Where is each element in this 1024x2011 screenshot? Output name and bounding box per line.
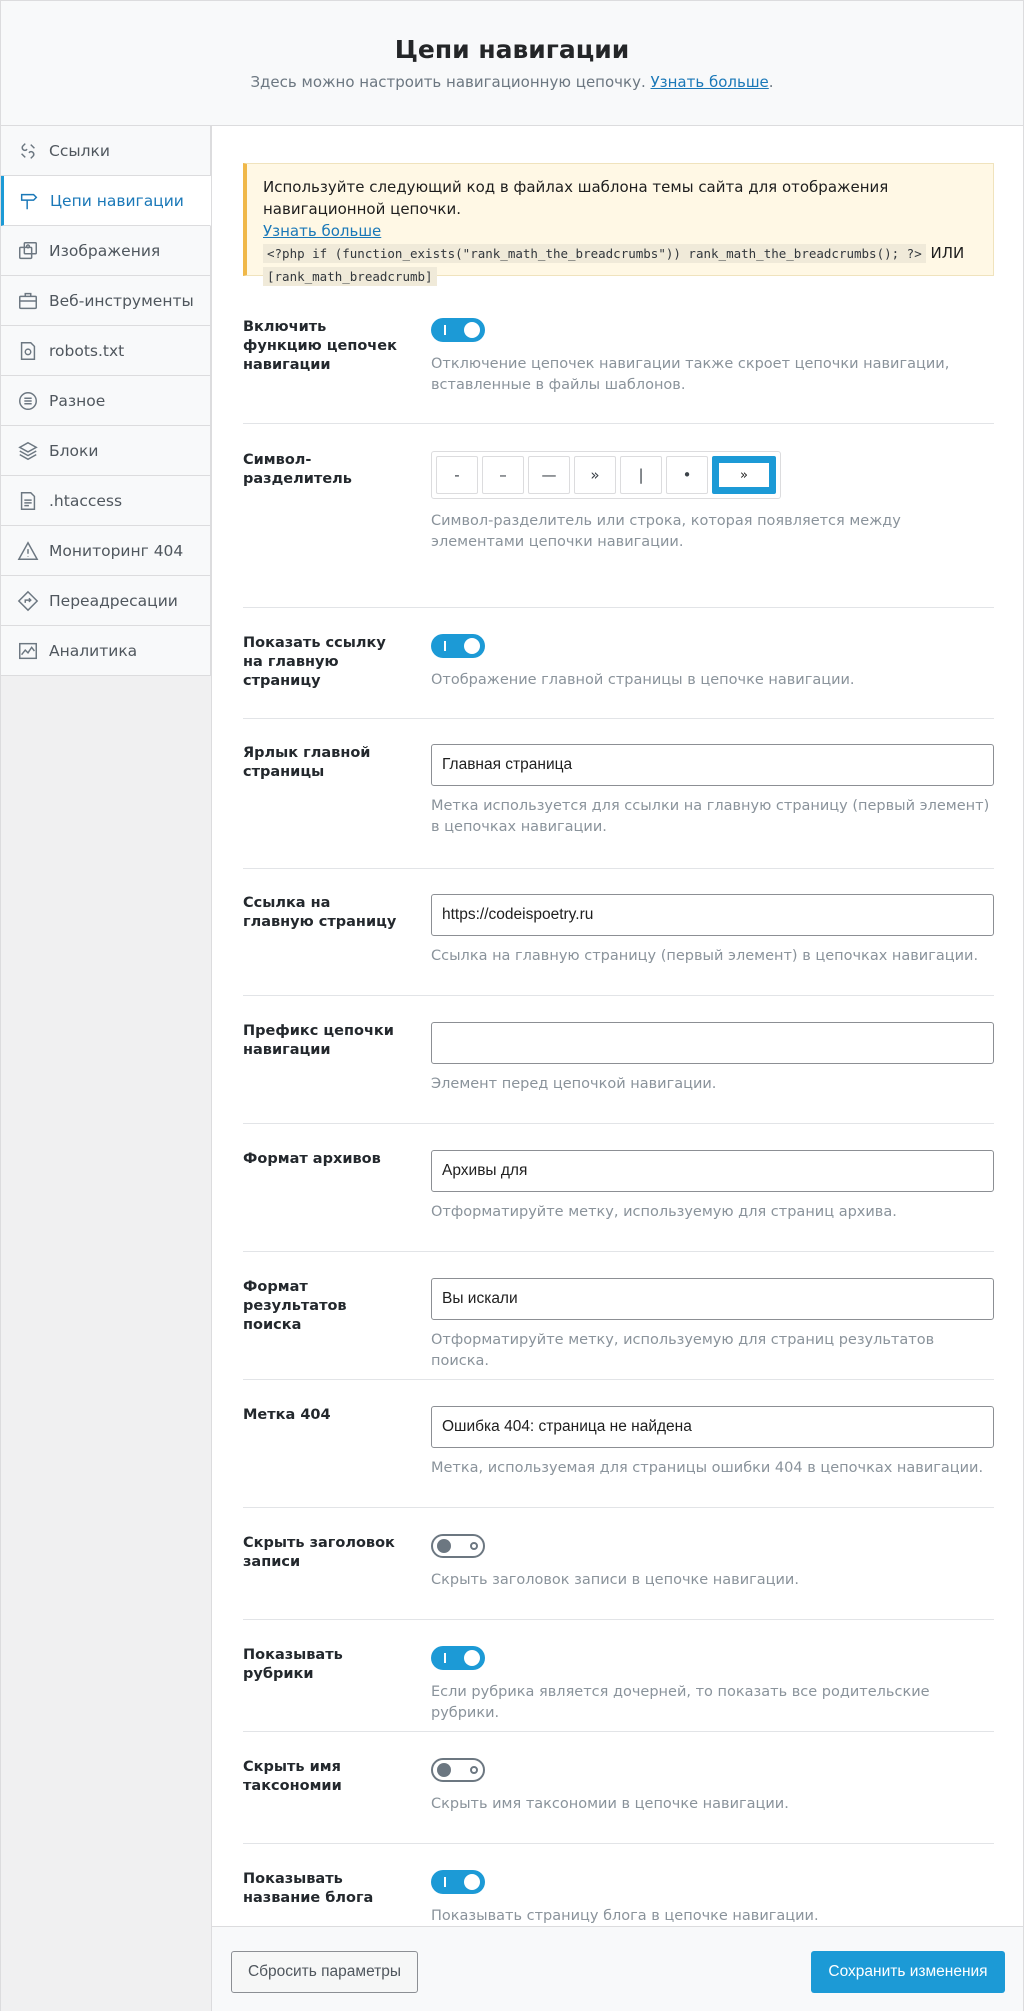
sidebar-item-misc[interactable] bbox=[1, 376, 211, 426]
setting-label: Формат архивов bbox=[243, 1151, 381, 1167]
sidebar-item-analytics[interactable] bbox=[1, 626, 211, 676]
setting-description: Отформатируйте метку, используемую для страниц результатов поиска. bbox=[431, 1332, 935, 1369]
setting-label: Ссылка на главную страницу bbox=[243, 895, 397, 930]
setting-hide-taxonomy bbox=[243, 1733, 994, 1844]
notice-learn-more-link[interactable]: Узнать больше bbox=[263, 222, 382, 240]
redirect-icon bbox=[17, 590, 39, 612]
subtitle-text: Здесь можно настроить навигационную цепочку. bbox=[250, 73, 646, 91]
setting-description: Скрыть заголовок записи в цепочке навигации. bbox=[431, 1572, 799, 1588]
sidebar-item-label: Разное bbox=[49, 391, 106, 410]
sidebar-item-redirections[interactable] bbox=[1, 576, 211, 626]
page-header bbox=[1, 1, 1023, 126]
setting-archive-format bbox=[243, 1125, 994, 1252]
sidebar-item-blocks[interactable] bbox=[1, 426, 211, 476]
home-link-input[interactable] bbox=[431, 894, 994, 936]
warning-icon bbox=[17, 540, 39, 562]
settings-panel bbox=[212, 126, 1023, 1926]
setting-description: Отформатируйте метку, используемую для страниц архива. bbox=[431, 1204, 897, 1220]
breadcrumb-prefix-input[interactable] bbox=[431, 1022, 994, 1064]
toolbox-icon bbox=[17, 290, 39, 312]
setting-separator bbox=[243, 451, 994, 608]
sidebar-item-links[interactable] bbox=[1, 126, 211, 176]
setting-description: Символ-разделитель или строка, которая появляется между элементами цепочки навигации. bbox=[431, 513, 901, 550]
show-blog-toggle[interactable] bbox=[431, 1870, 485, 1894]
sidebar-item-label: Блоки bbox=[49, 441, 99, 460]
enable-breadcrumbs-toggle[interactable] bbox=[431, 318, 485, 342]
separator-options bbox=[431, 451, 781, 499]
sidebar-item-images[interactable] bbox=[1, 226, 211, 276]
setting-404-label bbox=[243, 1381, 994, 1508]
setting-description: Ссылка на главную страницу (первый элемент) в цепочках навигации. bbox=[431, 948, 979, 964]
separator-option-pipe[interactable]: | bbox=[620, 456, 662, 494]
usage-notice bbox=[243, 163, 994, 284]
notice-php-code: <?php if (function_exists("rank_math_the_breadcrumbs")) rank_math_the_breadcrumbs(); ?> bbox=[263, 244, 926, 263]
setting-label: Формат результатов поиска bbox=[243, 1279, 347, 1333]
notice-text: Используйте следующий код в файлах шаблона темы сайта для отображения навигационной цепочки. bbox=[263, 178, 889, 218]
setting-label: Скрыть заголовок записи bbox=[243, 1535, 395, 1570]
setting-label: Метка 404 bbox=[243, 1407, 331, 1423]
sidebar-item-label: Переадресации bbox=[49, 591, 178, 610]
setting-description: Если рубрика является дочерней, то показать все родительские рубрики. bbox=[431, 1684, 930, 1721]
setting-description: Отключение цепочек навигации также скроет цепочки навигации, вставленные в файлы шаблонов. bbox=[431, 356, 950, 393]
setting-label: Показать ссылку на главную страницу bbox=[243, 635, 386, 689]
separator-option-em-dash[interactable]: — bbox=[528, 456, 570, 494]
setting-description: Метка, используемая для страницы ошибки 404 в цепочках навигации. bbox=[431, 1460, 984, 1476]
images-icon bbox=[17, 240, 39, 262]
setting-label: Префикс цепочки навигации bbox=[243, 1023, 394, 1058]
show-categories-toggle[interactable] bbox=[431, 1646, 485, 1670]
setting-label: Скрыть имя таксономии bbox=[243, 1759, 342, 1794]
subtitle-period: . bbox=[768, 73, 774, 91]
separator-custom-value[interactable]: » bbox=[719, 463, 769, 487]
home-label-input[interactable] bbox=[431, 744, 994, 786]
setting-description: Скрыть имя таксономии в цепочке навигации. bbox=[431, 1796, 789, 1812]
separator-option-hyphen[interactable]: - bbox=[436, 456, 478, 494]
setting-label: Показывать название блога bbox=[243, 1871, 374, 1906]
sidebar-item-label: .htaccess bbox=[49, 491, 123, 510]
setting-label: Показывать рубрики bbox=[243, 1647, 343, 1682]
htaccess-file-icon bbox=[17, 490, 39, 512]
setting-description: Показывать страницу блога в цепочке навигации. bbox=[431, 1908, 819, 1924]
setting-hide-post-title bbox=[243, 1509, 994, 1620]
separator-option-raquo[interactable]: » bbox=[574, 456, 616, 494]
sidebar-item-breadcrumbs[interactable] bbox=[1, 176, 211, 226]
setting-show-categories bbox=[243, 1621, 994, 1732]
setting-breadcrumb-prefix bbox=[243, 997, 994, 1124]
links-icon bbox=[17, 140, 39, 162]
sidebar-item-label: Ссылки bbox=[49, 141, 110, 160]
separator-option-custom[interactable] bbox=[712, 456, 776, 494]
search-format-input[interactable] bbox=[431, 1278, 994, 1320]
page-title: Цепи навигации bbox=[394, 35, 630, 64]
sidebar-item-label: Аналитика bbox=[49, 641, 138, 660]
signpost-icon bbox=[18, 190, 40, 212]
page-subtitle bbox=[1, 73, 1023, 91]
setting-search-format bbox=[243, 1253, 994, 1380]
sidebar-item-htaccess[interactable] bbox=[1, 476, 211, 526]
separator-option-bullet[interactable]: • bbox=[666, 456, 708, 494]
setting-label: Символ-разделитель bbox=[243, 452, 352, 487]
settings-footer bbox=[212, 1926, 1023, 2011]
analytics-icon bbox=[17, 640, 39, 662]
sidebar-item-label: Изображения bbox=[49, 241, 161, 260]
label-404-input[interactable] bbox=[431, 1406, 994, 1448]
sidebar-item-webmaster-tools[interactable] bbox=[1, 276, 211, 326]
archive-format-input[interactable] bbox=[431, 1150, 994, 1192]
setting-show-home-link bbox=[243, 609, 994, 719]
sidebar-item-label: Веб-инструменты bbox=[49, 291, 194, 310]
setting-description: Отображение главной страницы в цепочке навигации. bbox=[431, 672, 855, 688]
learn-more-link[interactable]: Узнать больше bbox=[650, 73, 769, 91]
hide-post-title-toggle[interactable] bbox=[431, 1534, 485, 1558]
setting-description: Метка используется для ссылки на главную страницу (первый элемент) в цепочках навигации. bbox=[431, 798, 990, 835]
sidebar-item-label: Цепи навигации bbox=[50, 191, 184, 210]
setting-show-blog bbox=[243, 1845, 994, 1926]
sidebar bbox=[1, 126, 212, 2011]
robots-file-icon bbox=[17, 340, 39, 362]
blocks-icon bbox=[17, 440, 39, 462]
sidebar-item-label: Мониторинг 404 bbox=[49, 541, 184, 560]
setting-label: Ярлык главной страницы bbox=[243, 745, 371, 780]
reset-button[interactable]: Сбросить параметры bbox=[231, 1951, 418, 1993]
hide-taxonomy-toggle[interactable] bbox=[431, 1758, 485, 1782]
misc-icon bbox=[17, 390, 39, 412]
show-home-link-toggle[interactable] bbox=[431, 634, 485, 658]
notice-or: ИЛИ bbox=[930, 244, 965, 262]
setting-description: Элемент перед цепочкой навигации. bbox=[431, 1076, 717, 1092]
setting-enable-breadcrumbs bbox=[243, 318, 994, 424]
sidebar-item-label: robots.txt bbox=[49, 341, 125, 360]
setting-home-label bbox=[243, 720, 994, 869]
save-button[interactable]: Сохранить изменения bbox=[811, 1951, 1005, 1993]
sidebar-item-robots[interactable] bbox=[1, 326, 211, 376]
sidebar-item-404-monitor[interactable] bbox=[1, 526, 211, 576]
setting-home-link bbox=[243, 870, 994, 996]
setting-label: Включить функцию цепочек навигации bbox=[243, 319, 397, 373]
notice-shortcode: [rank_math_breadcrumb] bbox=[263, 267, 437, 286]
separator-option-en-dash[interactable]: – bbox=[482, 456, 524, 494]
